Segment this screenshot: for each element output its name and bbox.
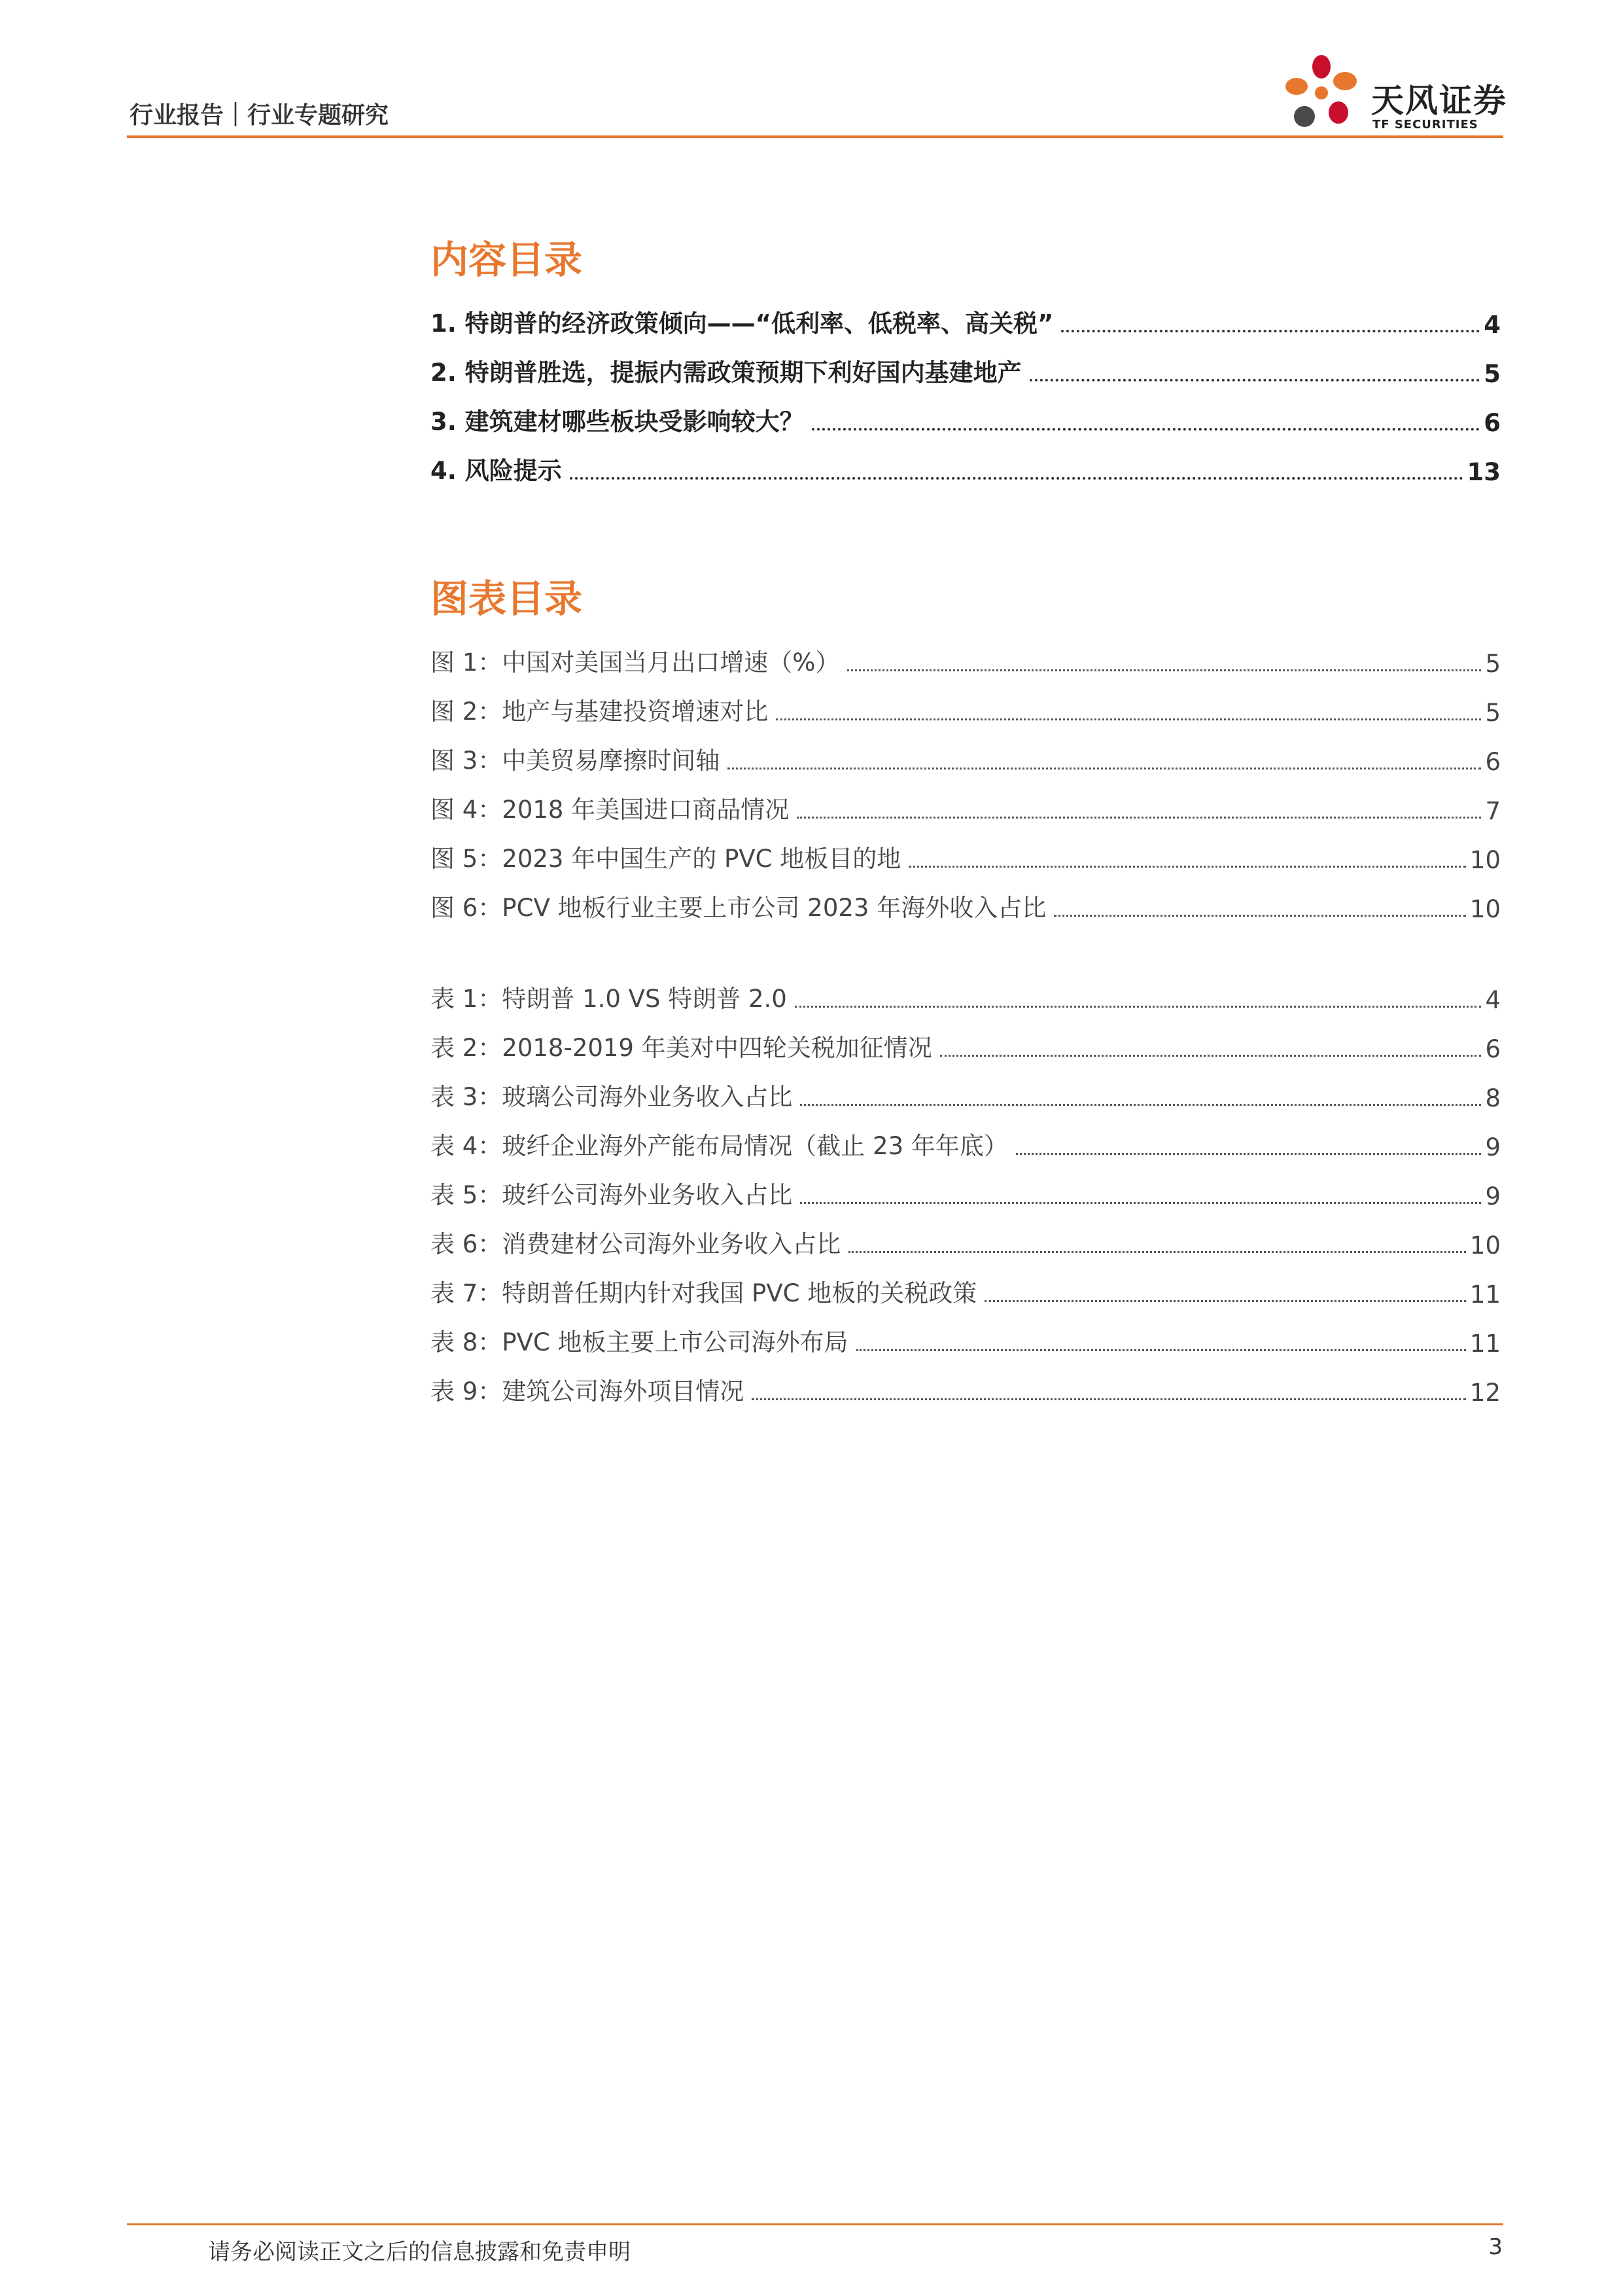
figure-entry-page: 5 (1485, 650, 1501, 678)
footer-divider (127, 2223, 1503, 2225)
figure-entry[interactable] (430, 825, 1501, 874)
dot-leader (800, 1104, 1481, 1106)
toc-entry-page: 5 (1484, 360, 1501, 388)
dot-leader (856, 1349, 1466, 1351)
dot-leader (985, 1300, 1466, 1302)
toc-entry-label: 4. 风险提示 (430, 457, 562, 485)
dot-leader (752, 1398, 1466, 1400)
table-entry[interactable] (430, 1014, 1501, 1063)
figure-entry-page: 7 (1485, 797, 1501, 825)
toc-entry[interactable] (430, 339, 1501, 388)
dot-leader (776, 718, 1481, 720)
table-entry[interactable] (430, 965, 1501, 1014)
dot-leader (1030, 379, 1480, 381)
toc-entry-label: 3. 建筑建材哪些板块受影响较大？ (430, 408, 804, 436)
figure-entry-page: 6 (1485, 748, 1501, 776)
table-list (430, 965, 1501, 1407)
toc-title: 内容目录 (430, 238, 583, 282)
table-entry-label: 表 5：玻纤公司海外业务收入占比 (430, 1181, 793, 1209)
dot-leader (727, 768, 1481, 769)
table-entry-page: 4 (1485, 986, 1501, 1014)
figure-entry-page: 10 (1469, 895, 1501, 923)
dot-leader (909, 866, 1466, 868)
table-entry-label: 表 9：建筑公司海外项目情况 (430, 1377, 744, 1405)
dot-leader (570, 477, 1463, 480)
dot-leader (848, 1251, 1466, 1253)
page-number: 3 (1488, 2234, 1503, 2260)
table-entry-label: 表 2：2018-2019 年美对中四轮关税加征情况 (430, 1034, 932, 1062)
table-entry-page: 9 (1485, 1133, 1501, 1161)
table-entry[interactable] (430, 1210, 1501, 1260)
logo-subtitle: TF SECURITIES (1372, 118, 1478, 132)
figure-entry-label: 图 1：中国对美国当月出口增速（%） (430, 648, 840, 677)
figure-entry[interactable] (430, 776, 1501, 825)
figure-entry[interactable] (430, 678, 1501, 727)
table-entry[interactable] (430, 1112, 1501, 1161)
figure-list (430, 629, 1501, 923)
toc-entry-page: 6 (1484, 409, 1501, 437)
company-logo (1281, 52, 1507, 137)
figure-entry[interactable] (430, 874, 1501, 923)
dot-leader (812, 428, 1480, 431)
report-category: 行业报告｜行业专题研究 (130, 102, 389, 129)
figure-entry[interactable] (430, 727, 1501, 776)
figure-entry-page: 5 (1485, 699, 1501, 727)
table-entry[interactable] (430, 1161, 1501, 1210)
toc-entry-page: 4 (1484, 311, 1501, 339)
toc-entry[interactable] (430, 290, 1501, 339)
logo-flower-icon (1281, 52, 1366, 137)
figure-entry-label: 图 6：PCV 地板行业主要上市公司 2023 年海外收入占比 (430, 894, 1047, 922)
figures-title: 图表目录 (430, 576, 583, 621)
footer-disclaimer: 请务必阅读正文之后的信息披露和免责申明 (208, 2239, 631, 2265)
figure-entry-label: 图 3：中美贸易摩擦时间轴 (430, 747, 720, 775)
header-divider (127, 135, 1503, 138)
table-entry-page: 6 (1485, 1035, 1501, 1063)
figure-entry-label: 图 2：地产与基建投资增速对比 (430, 698, 769, 726)
dot-leader (1061, 330, 1480, 332)
dot-leader (800, 1202, 1481, 1204)
table-entry[interactable] (430, 1358, 1501, 1407)
figure-entry[interactable] (430, 629, 1501, 678)
toc-entry-label: 2. 特朗普胜选，提振内需政策预期下利好国内基建地产 (430, 359, 1022, 387)
table-entry-label: 表 4：玻纤企业海外产能布局情况（截止 23 年年底） (430, 1132, 1008, 1160)
figure-entry-page: 10 (1469, 846, 1501, 874)
table-entry-page: 8 (1485, 1084, 1501, 1112)
table-entry-page: 10 (1469, 1231, 1501, 1260)
dot-leader (795, 1006, 1482, 1008)
dot-leader (847, 669, 1481, 671)
figure-entry-label: 图 5：2023 年中国生产的 PVC 地板目的地 (430, 845, 901, 873)
table-entry[interactable] (430, 1260, 1501, 1309)
table-entry-label: 表 3：玻璃公司海外业务收入占比 (430, 1083, 793, 1111)
dot-leader (1054, 915, 1466, 917)
table-entry-label: 表 1：特朗普 1.0 VS 特朗普 2.0 (430, 985, 787, 1013)
toc-list (430, 290, 1501, 486)
table-entry[interactable] (430, 1063, 1501, 1112)
dot-leader (797, 817, 1481, 819)
table-entry-page: 11 (1469, 1280, 1501, 1309)
toc-entry[interactable] (430, 388, 1501, 437)
table-entry-page: 11 (1469, 1330, 1501, 1358)
table-entry-label: 表 7：特朗普任期内针对我国 PVC 地板的关税政策 (430, 1279, 977, 1307)
table-entry-label: 表 6：消费建材公司海外业务收入占比 (430, 1230, 841, 1258)
dot-leader (1016, 1153, 1482, 1155)
logo-name: 天风证券 (1371, 82, 1507, 120)
figure-entry-label: 图 4：2018 年美国进口商品情况 (430, 796, 790, 824)
table-entry[interactable] (430, 1309, 1501, 1358)
table-entry-page: 9 (1485, 1182, 1501, 1210)
toc-entry-label: 1. 特朗普的经济政策倾向——“低利率、低税率、高关税” (430, 309, 1054, 338)
dot-leader (940, 1055, 1482, 1057)
table-entry-label: 表 8：PVC 地板主要上市公司海外布局 (430, 1328, 848, 1356)
toc-entry-page: 13 (1467, 458, 1501, 486)
toc-entry[interactable] (430, 437, 1501, 486)
table-entry-page: 12 (1469, 1379, 1501, 1407)
